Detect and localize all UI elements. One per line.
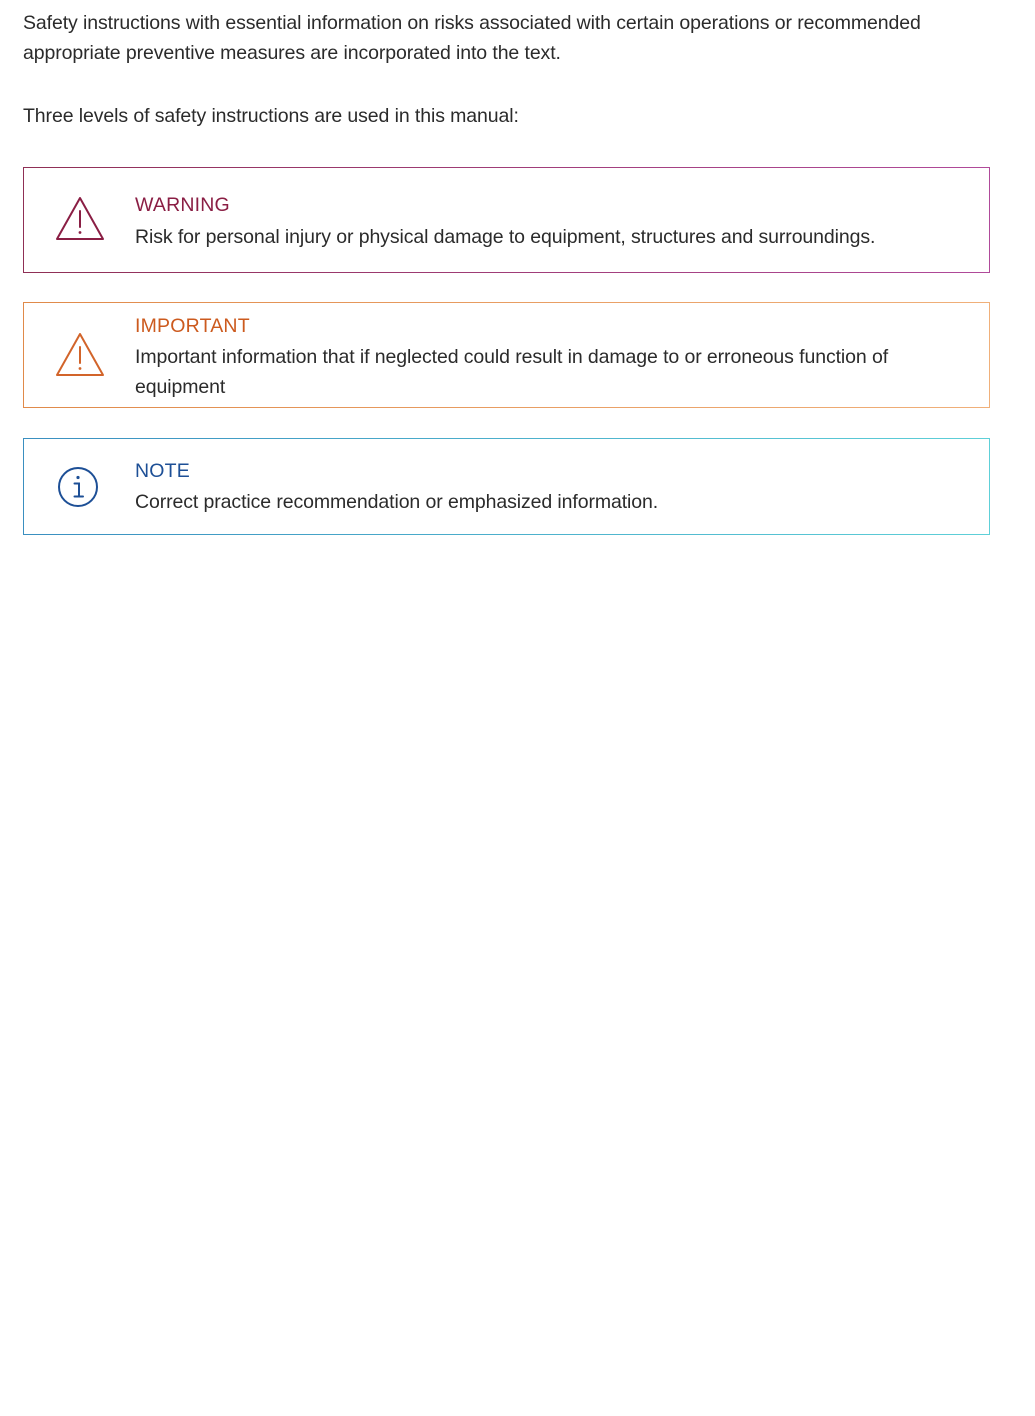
warning-description: Risk for personal injury or physical damage to equipment, structures and surroundings.	[135, 226, 876, 248]
info-circle-icon	[54, 464, 106, 516]
important-label: IMPORTANT	[135, 315, 250, 337]
important-description: Important information that if neglected could result in damage to or erroneous function of equipment	[135, 346, 889, 398]
note-description: Correct practice recommendation or emphasized information.	[135, 491, 659, 513]
caution-triangle-icon	[54, 329, 106, 381]
important-notice	[23, 302, 990, 408]
warning-label: WARNING	[135, 194, 230, 216]
note-notice	[23, 438, 990, 535]
warning-notice	[23, 167, 990, 273]
warning-triangle-icon	[54, 193, 106, 245]
levels-intro-line: Three levels of safety instructions are used in this manual:	[23, 105, 519, 127]
intro-paragraph: Safety instructions with essential information on risks associated with certain operations or recommended appropriate preventive measures are incorporated into the text.	[23, 12, 921, 64]
note-label: NOTE	[135, 460, 190, 482]
